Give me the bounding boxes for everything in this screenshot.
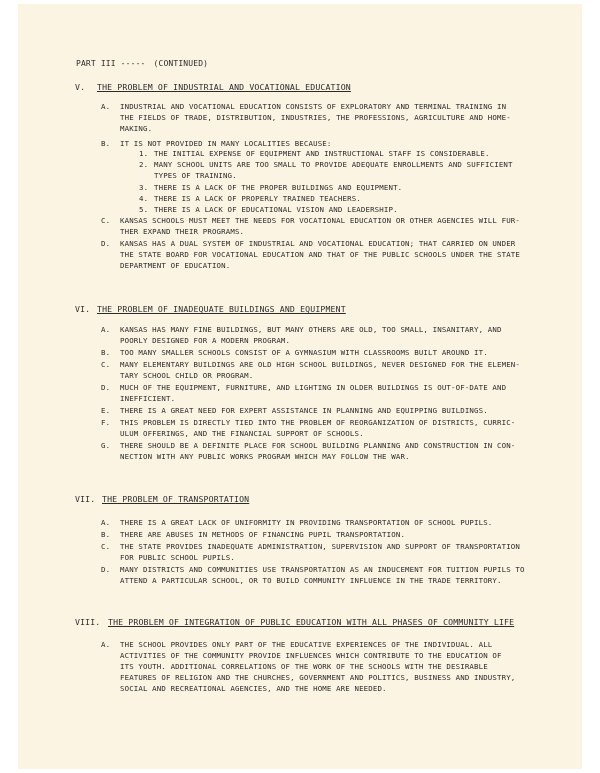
- text-line: THERE IS A GREAT NEED FOR EXPERT ASSISTANCE IN PLANNING AND EQUIPPING BUILDINGS.: [120, 406, 488, 415]
- item-label: G.: [101, 441, 111, 450]
- section-numeral: V.: [75, 82, 86, 92]
- text-line: MUCH OF THE EQUIPMENT, FURNITURE, AND LIGHTING IN OLDER BUILDINGS IS OUT-OF-DATE AND: [120, 383, 507, 392]
- text-line: KANSAS HAS MANY FINE BUILDINGS, BUT MANY OTHERS ARE OLD, TOO SMALL, INSANITARY, AND: [120, 325, 502, 334]
- sub-item-text: [154, 182, 402, 193]
- section-title: THE PROBLEM OF INTEGRATION OF PUBLIC EDUCATION WITH ALL PHASES OF COMMUNITY LIFE: [108, 617, 515, 627]
- document-page: [18, 4, 582, 769]
- text-line: THER EXPAND THEIR PROGRAMS.: [120, 227, 245, 236]
- section-vii-heading: [75, 494, 249, 505]
- section-v-heading: [75, 82, 351, 93]
- item-label: B.: [101, 139, 111, 148]
- item-text: [120, 238, 520, 271]
- text-line: THE STATE PROVIDES INADEQUATE ADMINISTRATION, SUPERVISION AND SUPPORT OF TRANSPORTATION: [120, 542, 520, 551]
- text-line: KANSAS HAS A DUAL SYSTEM OF INDUSTRIAL AND VOCATIONAL EDUCATION; THAT CARRIED ON UNDER: [120, 239, 516, 248]
- item-label: A.: [101, 102, 111, 111]
- text-line: TOO MANY SMALLER SCHOOLS CONSIST OF A GYMNASIUM WITH CLASSROOMS BUILT AROUND IT.: [120, 348, 488, 357]
- item-label: A.: [101, 325, 111, 334]
- text-line: THERE SHOULD BE A DEFINITE PLACE FOR SCHOOL BUILDING PLANNING AND CONSTRUCTION IN CON-: [120, 441, 516, 450]
- text-line: MANY ELEMENTARY BUILDINGS ARE OLD HIGH SCHOOL BUILDINGS, NEVER DESIGNED FOR THE ELEMEN-: [120, 360, 520, 369]
- text-line: POORLY DESIGNED FOR A MODERN PROGRAM.: [120, 336, 291, 345]
- text-line: MANY DISTRICTS AND COMMUNITIES USE TRANSPORTATION AS AN INDUCEMENT FOR TUITION PUPILS TO: [120, 565, 525, 574]
- text-line: ITS YOUTH. ADDITIONAL CORRELATIONS OF THE WORK OF THE SCHOOLS WITH THE DESIRABLE: [120, 662, 488, 671]
- item-text: [120, 529, 405, 540]
- section-viii-heading: [75, 617, 514, 628]
- text-line: THERE IS A LACK OF EDUCATIONAL VISION AND LEADERSHIP.: [154, 205, 398, 214]
- item-text: [120, 215, 520, 237]
- item-label: A.: [101, 518, 111, 527]
- sub-item-text: [154, 193, 361, 204]
- sub-item-label: 3.: [139, 183, 149, 192]
- section-numeral: VII.: [75, 494, 96, 504]
- item-label: B.: [101, 348, 111, 357]
- text-line: NECTION WITH ANY PUBLIC WORKS PROGRAM WHICH MAY FOLLOW THE WAR.: [120, 452, 410, 461]
- text-line: ACTIVITIES OF THE COMMUNITY PROVIDE INFLUENCES WHICH CONTRIBUTE TO THE EDUCATION OF: [120, 651, 502, 660]
- section-title: THE PROBLEM OF INDUSTRIAL AND VOCATIONAL EDUCATION: [97, 82, 351, 92]
- text-line: FEATURES OF RELIGION AND THE CHURCHES, GOVERNMENT AND POLITICS, BUSINESS AND INDUSTRY,: [120, 673, 516, 682]
- sub-item-text: [154, 148, 490, 159]
- section-title: THE PROBLEM OF TRANSPORTATION: [102, 494, 250, 504]
- text-line: INEFFICIENT.: [120, 394, 176, 403]
- item-text: [120, 564, 525, 586]
- text-line: ATTEND A PARTICULAR SCHOOL, OR TO BUILD COMMUNITY INFLUENCE IN THE TRADE TERRITORY.: [120, 576, 502, 585]
- text-line: THERE IS A GREAT LACK OF UNIFORMITY IN PROVIDING TRANSPORTATION OF SCHOOL PUPILS.: [120, 518, 493, 527]
- section-numeral: VI.: [75, 304, 91, 314]
- text-line: THIS PROBLEM IS DIRECTLY TIED INTO THE PROBLEM OF REORGANIZATION OF DISTRICTS, CURRIC-: [120, 418, 516, 427]
- text-line: MANY SCHOOL UNITS ARE TOO SMALL TO PROVIDE ADEQUATE ENROLLMENTS AND SUFFICIENT: [154, 160, 513, 169]
- part-note: (CONTINUED): [153, 59, 209, 68]
- sub-item-label: 4.: [139, 194, 149, 203]
- text-line: KANSAS SCHOOLS MUST MEET THE NEEDS FOR VOCATIONAL EDUCATION OR OTHER AGENCIES WILL FUR-: [120, 216, 520, 225]
- item-label: E.: [101, 406, 111, 415]
- text-line: THE SCHOOL PROVIDES ONLY PART OF THE EDUCATIVE EXPERIENCES OF THE INDIVIDUAL. ALL: [120, 640, 493, 649]
- sub-item-text: [154, 204, 398, 215]
- item-text: [120, 359, 520, 381]
- text-line: THE STATE BOARD FOR VOCATIONAL EDUCATION AND THAT OF THE PUBLIC SCHOOLS UNDER THE STATE: [120, 250, 520, 259]
- text-line: TYPES OF TRAINING.: [154, 171, 237, 180]
- part-label: PART III -----: [76, 59, 146, 68]
- section-numeral: VIII.: [75, 617, 101, 627]
- item-label: D.: [101, 239, 111, 248]
- text-line: SOCIAL AND RECREATIONAL AGENCIES, AND THE HOME ARE NEEDED.: [120, 684, 387, 693]
- sub-item-label: 2.: [139, 160, 149, 169]
- text-line: THERE IS A LACK OF PROPERLY TRAINED TEACHERS.: [154, 194, 361, 203]
- item-text: [120, 517, 492, 528]
- item-text: [120, 541, 520, 563]
- section-vi-heading: [75, 304, 346, 315]
- text-line: ULUM OFFERINGS, AND THE FINANCIAL SUPPORT OF SCHOOLS.: [120, 429, 364, 438]
- text-line: IT IS NOT PROVIDED IN MANY LOCALITIES BECAUSE:: [120, 139, 332, 148]
- sub-item-label: 1.: [139, 149, 149, 158]
- item-text: [120, 382, 506, 404]
- item-text: [120, 324, 502, 346]
- item-label: C.: [101, 216, 111, 225]
- text-line: FOR PUBLIC SCHOOL PUPILS.: [120, 553, 235, 562]
- item-label: D.: [101, 565, 111, 574]
- sub-item-label: 5.: [139, 205, 149, 214]
- item-label: C.: [101, 360, 111, 369]
- text-line: DEPARTMENT OF EDUCATION.: [120, 261, 231, 270]
- text-line: TARY SCHOOL CHILD OR PROGRAM.: [120, 371, 254, 380]
- item-label: D.: [101, 383, 111, 392]
- text-line: MAKING.: [120, 124, 153, 133]
- item-text: [120, 440, 515, 462]
- part-heading: [76, 58, 208, 69]
- sub-item-text: [154, 159, 513, 181]
- text-line: THE FIELDS OF TRADE, DISTRIBUTION, INDUSTRIES, THE PROFESSIONS, AGRICULTURE AND HOME-: [120, 113, 511, 122]
- text-line: THERE IS A LACK OF THE PROPER BUILDINGS AND EQUIPMENT.: [154, 183, 403, 192]
- text-line: THERE ARE ABUSES IN METHODS OF FINANCING PUPIL TRANSPORTATION.: [120, 530, 406, 539]
- item-text: [120, 405, 488, 416]
- item-text: [120, 639, 515, 694]
- item-label: A.: [101, 640, 111, 649]
- section-title: THE PROBLEM OF INADEQUATE BUILDINGS AND EQUIPMENT: [97, 304, 346, 314]
- item-text: [120, 347, 488, 358]
- item-label: C.: [101, 542, 111, 551]
- text-line: THE INITIAL EXPENSE OF EQUIPMENT AND INSTRUCTIONAL STAFF IS CONSIDERABLE.: [154, 149, 490, 158]
- text-line: INDUSTRIAL AND VOCATIONAL EDUCATION CONSISTS OF EXPLORATORY AND TERMINAL TRAINING IN: [120, 102, 507, 111]
- item-text: [120, 101, 511, 134]
- item-label: F.: [101, 418, 111, 427]
- item-text: [120, 417, 515, 439]
- item-label: B.: [101, 530, 111, 539]
